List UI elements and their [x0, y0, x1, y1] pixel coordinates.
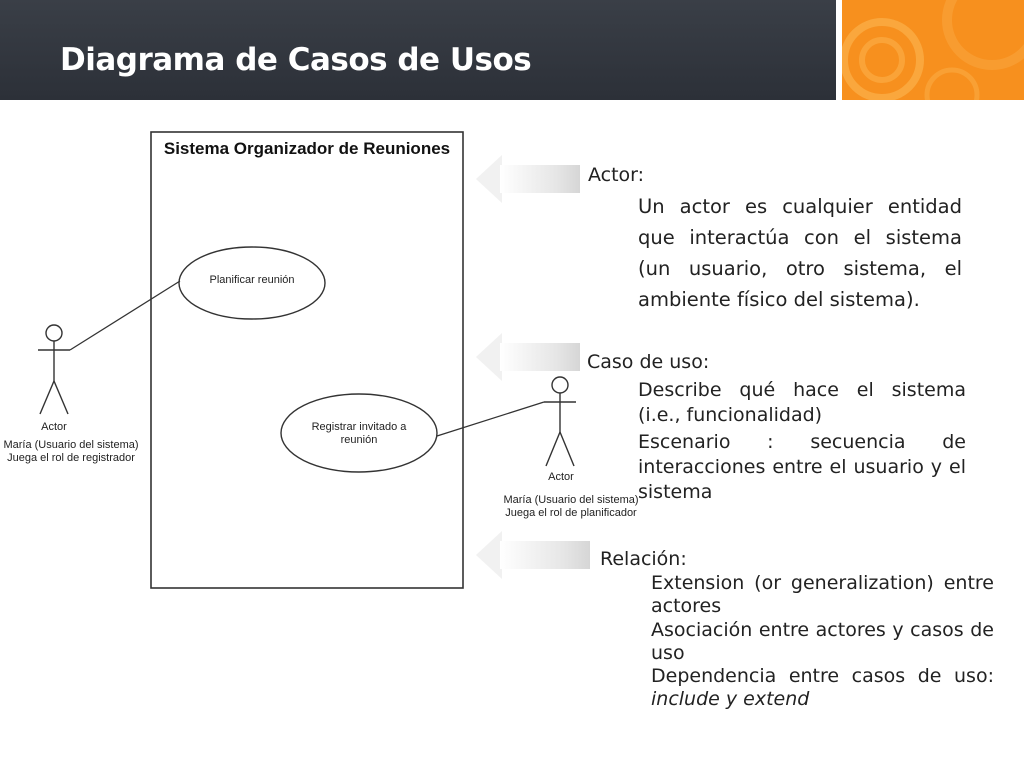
- actor-right-name: Actor: [548, 471, 574, 483]
- use-case-label-registrar: Registrar invitado a reunión: [311, 421, 407, 446]
- system-boundary: [151, 132, 463, 588]
- relation-line-1: Extension (or generalization) entre actores: [651, 572, 994, 617]
- pointer-arrow-use-case: [476, 343, 580, 371]
- relation-line-2: Asociación entre actores y casos de uso: [651, 619, 994, 664]
- pointer-arrow-actor: [476, 165, 580, 193]
- actor-left-description: María (Usuario del sistema) Juega el rol de registrador: [3, 439, 139, 464]
- association-right: [437, 402, 544, 436]
- use-case-line-2: Escenario : secuencia de interacciones entre el usuario y el sistema: [638, 431, 966, 503]
- actor-right-description: María (Usuario del sistema) Juega el rol de planificador: [503, 494, 639, 519]
- relation-heading: Relación:: [600, 548, 687, 570]
- use-case-label-planificar: Planificar reunión: [209, 274, 295, 286]
- association-left: [70, 281, 180, 350]
- system-title: Sistema Organizador de Reuniones: [163, 139, 451, 158]
- actor-left-name: Actor: [41, 421, 67, 433]
- actor-heading: Actor:: [588, 164, 645, 186]
- actor-left-figure: [38, 325, 70, 414]
- use-case-line-1: Describe qué hace el sistema (i.e., funcionalidad): [638, 379, 966, 426]
- relation-line-3: [651, 665, 994, 711]
- actor-description: Un actor es cualquier entidad que interactúa con el sistema (un usuario, otro sistema, el ambiente físico del sistema).: [638, 195, 962, 311]
- pointer-arrow-relation: [476, 541, 590, 569]
- use-case-heading: Caso de uso:: [587, 351, 710, 373]
- actor-right-figure: [544, 377, 576, 466]
- relation-line-3-text: Dependencia entre casos de uso:: [651, 665, 994, 687]
- relation-line-3-italic: include y extend: [651, 688, 810, 710]
- slide-title: Diagrama de Casos de Usos: [60, 42, 532, 78]
